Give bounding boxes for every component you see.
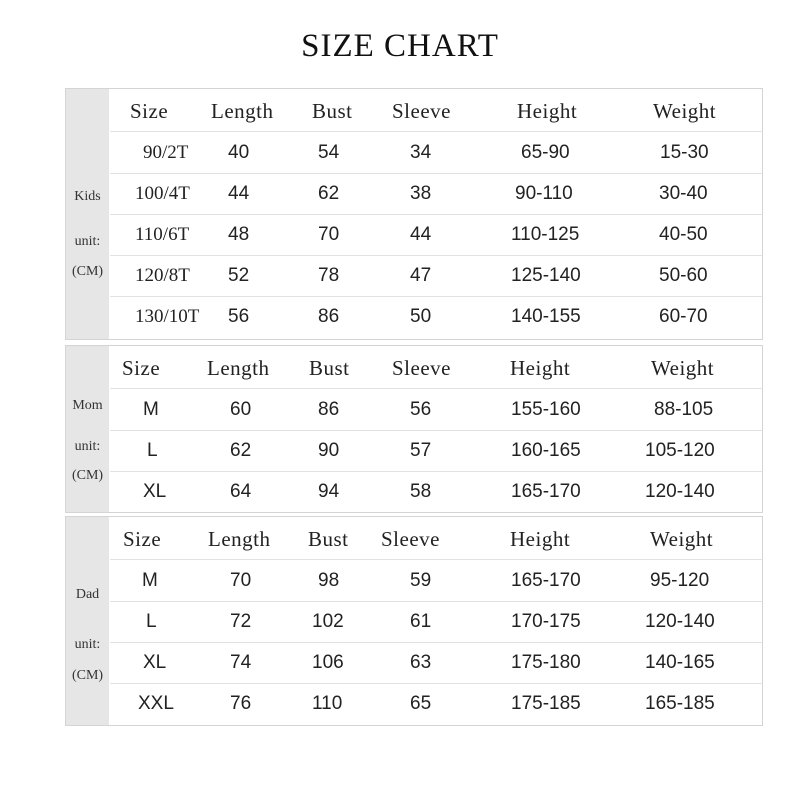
header-row — [110, 519, 762, 560]
cell-bust: 62 — [318, 183, 340, 204]
cell-bust: 106 — [312, 652, 344, 673]
cell-weight: 120-140 — [645, 611, 715, 632]
cell-height: 165-170 — [511, 570, 581, 591]
column-header-length: Length — [207, 356, 270, 380]
table-row — [110, 133, 762, 174]
cell-length: 60 — [230, 399, 252, 420]
dad-sidebar — [66, 517, 109, 725]
column-header-bust: Bust — [308, 527, 349, 551]
cell-weight: 40-50 — [659, 224, 708, 245]
column-header-sleeve: Sleeve — [381, 527, 440, 551]
cell-bust: 98 — [318, 570, 340, 591]
table-row — [110, 643, 762, 684]
cell-sleeve: 63 — [410, 652, 432, 673]
cell-length: 64 — [230, 481, 252, 502]
cell-weight: 88-105 — [654, 399, 714, 420]
cell-height: 140-155 — [511, 306, 581, 327]
cell-sleeve: 44 — [410, 224, 432, 245]
column-header-height: Height — [510, 356, 571, 380]
table-row — [110, 561, 762, 602]
cell-size: M — [143, 399, 159, 420]
cell-size: 100/4T — [135, 183, 190, 204]
cell-bust: 110 — [312, 693, 343, 714]
column-header-sleeve: Sleeve — [392, 99, 451, 123]
mom-sidebar — [66, 346, 109, 512]
group-label: Kids — [74, 189, 101, 204]
cell-height: 175-185 — [511, 693, 581, 714]
cell-bust: 70 — [318, 224, 340, 245]
table-row — [110, 390, 762, 431]
cell-size: XXL — [138, 693, 174, 714]
cell-size: L — [147, 440, 158, 461]
cell-sleeve: 59 — [410, 570, 432, 591]
page-title: SIZE CHART — [301, 28, 499, 64]
cell-bust: 86 — [318, 306, 340, 327]
cell-height: 110-125 — [511, 224, 580, 245]
cell-height: 170-175 — [511, 611, 581, 632]
column-header-size: Size — [122, 356, 161, 380]
group-label: Mom — [72, 398, 103, 413]
cell-length: 74 — [230, 652, 252, 673]
cell-weight: 30-40 — [659, 183, 708, 204]
column-header-height: Height — [517, 99, 578, 123]
unit-value: (CM) — [71, 264, 104, 279]
cell-weight: 120-140 — [645, 481, 715, 502]
group-label: Dad — [75, 587, 100, 602]
unit-label: unit: — [74, 234, 101, 249]
cell-height: 90-110 — [515, 183, 573, 204]
unit-value: (CM) — [71, 668, 104, 683]
cell-length: 52 — [228, 265, 250, 286]
cell-size: L — [146, 611, 157, 632]
cell-sleeve: 61 — [410, 611, 432, 632]
column-header-height: Height — [510, 527, 571, 551]
column-header-bust: Bust — [309, 356, 350, 380]
cell-weight: 60-70 — [659, 306, 708, 327]
kids-sidebar — [66, 89, 109, 339]
table-row — [110, 215, 762, 256]
cell-sleeve: 56 — [410, 399, 432, 420]
cell-sleeve: 50 — [410, 306, 432, 327]
cell-length: 70 — [230, 570, 252, 591]
cell-length: 62 — [230, 440, 252, 461]
cell-size: 130/10T — [135, 306, 200, 327]
cell-weight: 95-120 — [650, 570, 710, 591]
column-header-weight: Weight — [653, 99, 717, 123]
cell-size: M — [142, 570, 158, 591]
cell-weight: 50-60 — [659, 265, 708, 286]
table-row — [110, 256, 762, 297]
cell-height: 165-170 — [511, 481, 581, 502]
cell-bust: 94 — [318, 481, 340, 502]
column-header-bust: Bust — [312, 99, 353, 123]
cell-length: 72 — [230, 611, 252, 632]
mom-size-table — [65, 345, 763, 513]
cell-bust: 86 — [318, 399, 340, 420]
cell-sleeve: 58 — [410, 481, 432, 502]
table-row — [110, 297, 762, 337]
table-row — [110, 431, 762, 472]
header-row — [110, 91, 762, 132]
cell-sleeve: 57 — [410, 440, 432, 461]
cell-length: 40 — [228, 142, 250, 163]
cell-length: 48 — [228, 224, 250, 245]
cell-size: XL — [143, 481, 167, 502]
cell-size: XL — [143, 652, 167, 673]
cell-sleeve: 34 — [410, 142, 432, 163]
cell-height: 160-165 — [511, 440, 581, 461]
unit-value: (CM) — [71, 468, 104, 483]
table-row — [110, 684, 762, 724]
column-header-size: Size — [123, 527, 162, 551]
cell-height: 65-90 — [521, 142, 570, 163]
cell-bust: 78 — [318, 265, 340, 286]
table-row — [110, 602, 762, 643]
column-header-length: Length — [211, 99, 274, 123]
dad-size-table — [65, 516, 763, 726]
cell-sleeve: 38 — [410, 183, 432, 204]
column-header-weight: Weight — [651, 356, 715, 380]
cell-weight: 15-30 — [660, 142, 709, 163]
cell-bust: 102 — [312, 611, 344, 632]
cell-weight: 105-120 — [645, 440, 715, 461]
unit-label: unit: — [74, 637, 101, 652]
kids-size-table — [65, 88, 763, 340]
cell-size: 120/8T — [135, 265, 190, 286]
cell-sleeve: 65 — [410, 693, 432, 714]
cell-height: 155-160 — [511, 399, 581, 420]
unit-label: unit: — [74, 439, 101, 454]
table-row — [110, 472, 762, 512]
header-row — [110, 348, 762, 389]
column-header-sleeve: Sleeve — [392, 356, 451, 380]
cell-sleeve: 47 — [410, 265, 432, 286]
cell-size: 90/2T — [143, 142, 189, 163]
cell-length: 44 — [228, 183, 250, 204]
cell-bust: 54 — [318, 142, 340, 163]
cell-length: 56 — [228, 306, 250, 327]
column-header-length: Length — [208, 527, 271, 551]
cell-bust: 90 — [318, 440, 340, 461]
cell-height: 125-140 — [511, 265, 581, 286]
column-header-weight: Weight — [650, 527, 714, 551]
cell-size: 110/6T — [135, 224, 190, 245]
cell-height: 175-180 — [511, 652, 581, 673]
table-row — [110, 174, 762, 215]
column-header-size: Size — [130, 99, 169, 123]
cell-length: 76 — [230, 693, 252, 714]
cell-weight: 140-165 — [645, 652, 715, 673]
cell-weight: 165-185 — [645, 693, 715, 714]
